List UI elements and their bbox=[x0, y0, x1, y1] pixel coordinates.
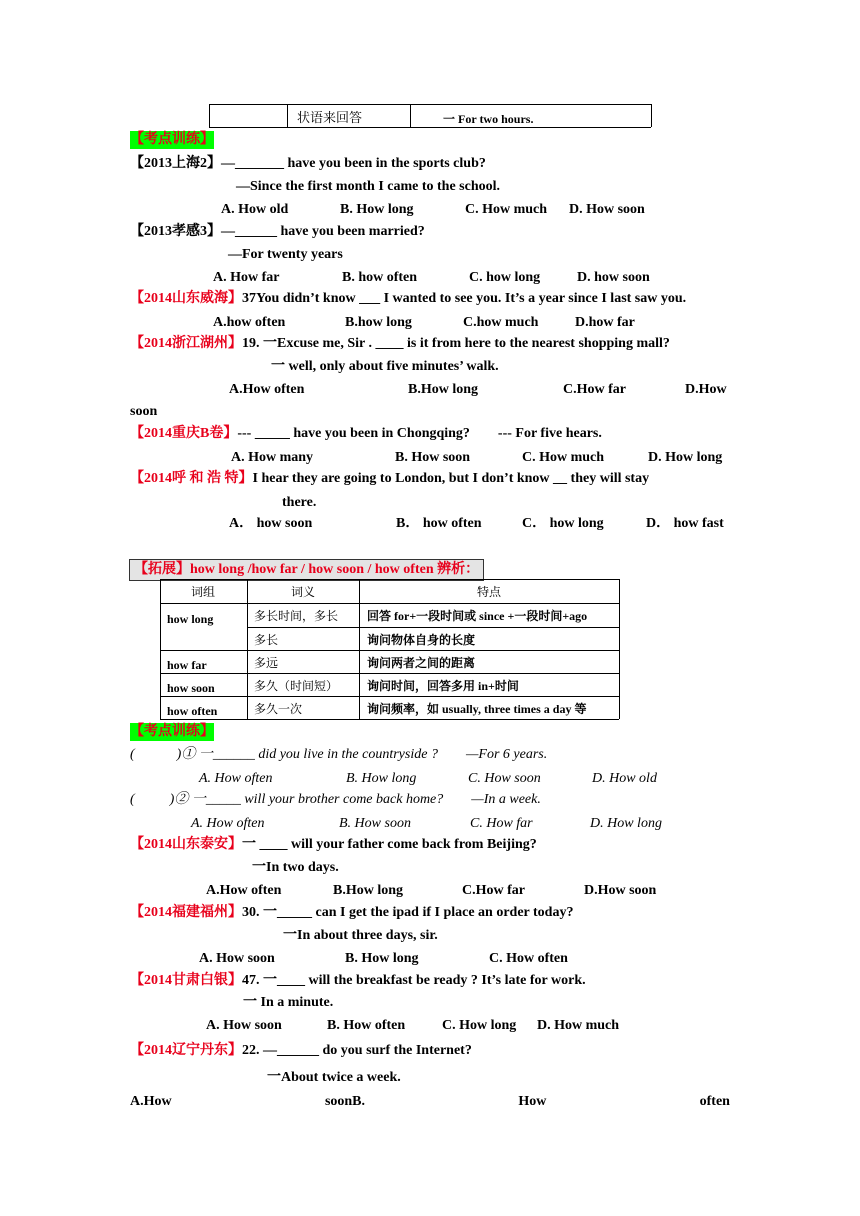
option: D. How long bbox=[590, 816, 662, 831]
section-header: 【考点训练】 bbox=[130, 724, 214, 739]
question-stem: 【2014重庆B卷】--- _____ have you been in Chongqing? --- For five hears. bbox=[130, 426, 602, 441]
option: D.how far bbox=[575, 315, 635, 330]
column-header: 词义 bbox=[291, 585, 316, 599]
option: A. How many bbox=[231, 450, 314, 465]
table-cell: 询问物体自身的长度 bbox=[367, 633, 476, 647]
option-wrap: soon bbox=[130, 404, 158, 419]
question-stem: 【2013上海2】—_______ have you been in the sports club? bbox=[130, 156, 486, 171]
answer-line: —Since the first month I came to the school. bbox=[236, 179, 501, 194]
question-stem: 【2014山东威海】37You didn’t know ___ I wanted to see you. It’s a year since I last saw you. bbox=[130, 291, 687, 306]
column-header: 词组 bbox=[191, 585, 216, 599]
answer-line: 一About twice a week. bbox=[267, 1070, 401, 1085]
option: A.How often bbox=[206, 883, 282, 898]
options-row bbox=[130, 1094, 730, 1110]
table-cell: 一 For two hours. bbox=[443, 112, 534, 126]
question-stem: 【2014辽宁丹东】22. —______ do you surf the Internet? bbox=[130, 1043, 472, 1058]
option: D． how fast bbox=[646, 516, 724, 531]
question-source: 【2014福建福州】 bbox=[130, 905, 242, 920]
option: B. How long bbox=[340, 202, 414, 217]
option: D. How long bbox=[648, 450, 723, 465]
table-cell: 多久一次 bbox=[254, 702, 303, 716]
option: C. How far bbox=[470, 816, 533, 831]
question-source: 【2014辽宁丹东】 bbox=[130, 1043, 242, 1058]
question-stem: 【2014福建福州】30. 一_____ can I get the ipad if I place an order today? bbox=[130, 905, 574, 920]
answer-line: —For twenty years bbox=[228, 247, 343, 262]
option: B. How soon bbox=[339, 816, 411, 831]
option: B. How soon bbox=[395, 450, 471, 465]
option: A. How soon bbox=[199, 951, 275, 966]
option: A. How far bbox=[213, 270, 280, 285]
option: A.how often bbox=[213, 315, 286, 330]
option: A． how soon bbox=[229, 516, 313, 531]
question-stem: ( )① 一______ did you live in the countryside ? —For 6 years. bbox=[130, 747, 548, 762]
option: B.how long bbox=[345, 315, 412, 330]
table-cell: 询问两者之间的距离 bbox=[367, 656, 476, 670]
option: C.How far bbox=[462, 883, 525, 898]
question-stem: 【2014山东泰安】一 ____ will your father come back from Beijing? bbox=[130, 837, 537, 852]
question-source: 【2014山东泰安】 bbox=[130, 837, 242, 852]
option: often bbox=[699, 1094, 730, 1109]
option: C. how long bbox=[469, 270, 541, 285]
option: B. How often bbox=[327, 1018, 406, 1033]
question-source: 【2013上海2】 bbox=[130, 156, 221, 171]
table-cell: 询问频率，如 usually, three times a day 等 bbox=[367, 702, 587, 716]
option: B.How long bbox=[333, 883, 404, 898]
option: A.How bbox=[130, 1094, 172, 1109]
option: C. How much bbox=[465, 202, 548, 217]
question-source: 【2014甘肃白银】 bbox=[130, 973, 242, 988]
question-stem: 【2013孝感3】—______ have you been married? bbox=[130, 224, 425, 239]
option: B. How long bbox=[345, 951, 419, 966]
option: A. How often bbox=[191, 816, 265, 831]
question-stem: 【2014浙江湖州】19. 一Excuse me, Sir . ____ is it from here to the nearest shopping mall? bbox=[130, 336, 670, 351]
option: D.How bbox=[685, 382, 727, 397]
option: C. How often bbox=[489, 951, 568, 966]
option: B. how often bbox=[342, 270, 418, 285]
table-cell: 多长 bbox=[254, 633, 279, 647]
question-source: 【2013孝感3】 bbox=[130, 224, 221, 239]
option: C． how long bbox=[522, 516, 604, 531]
option: D. How much bbox=[537, 1018, 620, 1033]
option: C.How far bbox=[563, 382, 626, 397]
question-source: 【2014山东威海】 bbox=[130, 291, 242, 306]
question-stem: ( )② 一_____ will your brother come back home? —In a week. bbox=[130, 792, 541, 807]
option: soonB. bbox=[324, 1094, 366, 1109]
table-cell: 状语来回答 bbox=[297, 110, 363, 125]
option: A.How often bbox=[229, 382, 305, 397]
option: C. How much bbox=[522, 450, 605, 465]
option: A. How soon bbox=[206, 1018, 282, 1033]
stem-wrap: there. bbox=[282, 495, 317, 510]
table-cell: how often bbox=[167, 704, 218, 718]
option: D. How soon bbox=[569, 202, 645, 217]
question-source: 【2014浙江湖州】 bbox=[130, 336, 242, 351]
question-stem: 【2014甘肃白银】47. 一____ will the breakfast be ready ? It’s late for work. bbox=[130, 973, 586, 988]
option: B． how often bbox=[396, 516, 482, 531]
column-header: 特点 bbox=[477, 585, 502, 599]
option: C. How soon bbox=[468, 771, 541, 786]
table-cell: how soon bbox=[167, 681, 215, 695]
table-cell: 多长时间，多长 bbox=[254, 609, 339, 623]
answer-line: 一In two days. bbox=[252, 860, 339, 875]
option: A. How old bbox=[221, 202, 289, 217]
table-cell: how far bbox=[167, 658, 207, 672]
answer-line: 一 In a minute. bbox=[243, 995, 334, 1010]
table-cell: 询问时间，回答多用 in+时间 bbox=[367, 679, 519, 693]
table-cell: 多远 bbox=[254, 656, 279, 670]
section-header: 【考点训练】 bbox=[130, 132, 214, 147]
option: D. How old bbox=[592, 771, 657, 786]
question-source: 【2014呼 和 浩 特】 bbox=[130, 471, 253, 486]
option: D.How soon bbox=[584, 883, 657, 898]
table-cell: 多久（时间短） bbox=[254, 679, 339, 693]
option: D. how soon bbox=[577, 270, 650, 285]
option: C. How long bbox=[442, 1018, 517, 1033]
option: How bbox=[518, 1094, 547, 1109]
table-cell: 回答 for+一段时间或 since +一段时间+ago bbox=[367, 609, 588, 623]
table-cell: how long bbox=[167, 612, 214, 626]
question-source: 【2014重庆B卷】 bbox=[130, 426, 238, 441]
answer-line: 一 well, only about five minutes’ walk. bbox=[271, 359, 499, 374]
answer-line: 一In about three days, sir. bbox=[283, 928, 438, 943]
expand-header: 【拓展】how long /how far / how soon / how often 辨析： bbox=[129, 559, 484, 581]
question-stem: 【2014呼 和 浩 特】I hear they are going to London, but I don’t know __ they will stay bbox=[130, 471, 650, 486]
option: C.how much bbox=[463, 315, 539, 330]
option: B. How long bbox=[346, 771, 417, 786]
option: B.How long bbox=[408, 382, 479, 397]
option: A. How often bbox=[199, 771, 273, 786]
